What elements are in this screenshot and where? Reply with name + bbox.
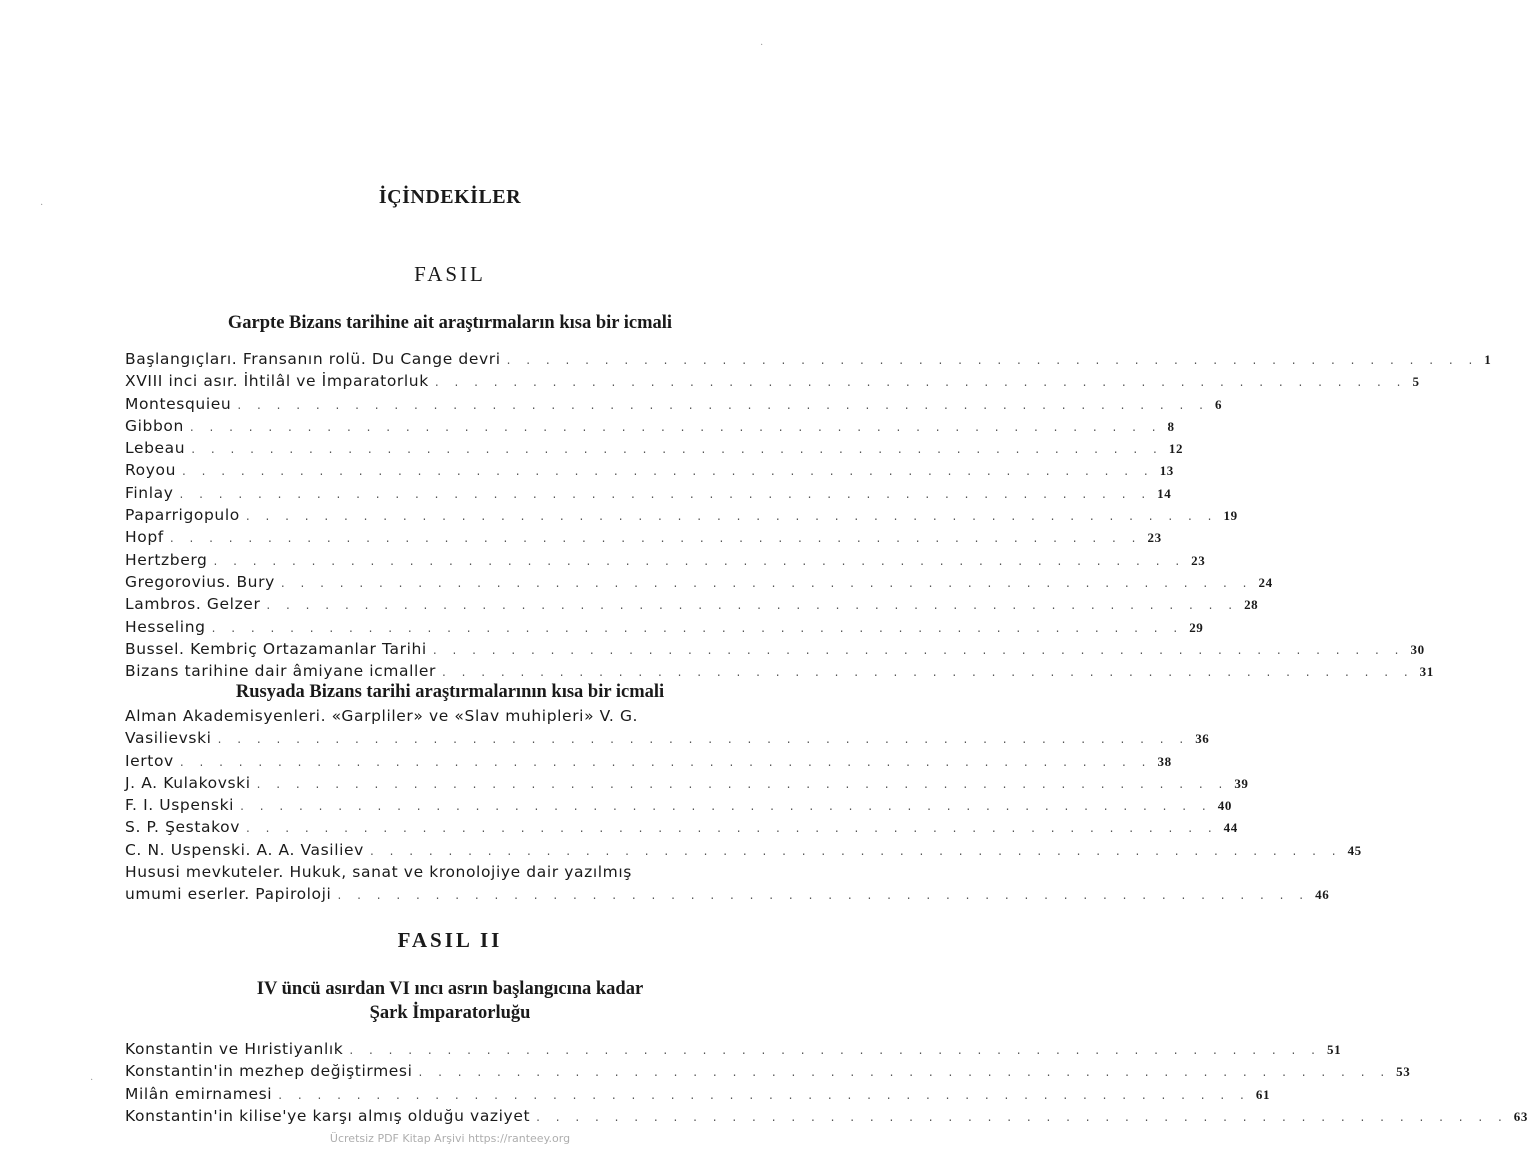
toc-list-chapter1-russia: [125, 707, 1362, 908]
toc-entry-lead: Hususi mevkuteler. Hukuk, sanat ve kronolojiye dair yazılmış: [125, 863, 632, 882]
toc-entry: Hopf . . . . . . . . . . . . . . . . . . . . . . . . . . . . . . . . . . . . . . . . . . . . . . . . . . 23: [125, 528, 1162, 547]
toc-entry: XVIII inci asır. İhtilâl ve İmparatorluk . . . . . . . . . . . . . . . . . . . . . . . . . . . . . . . . . . . . . . . . . . . . . . . . . . 5: [125, 372, 1420, 391]
chapter2-heading: FASIL II: [397, 928, 503, 952]
toc-entry: Konstantin'in kilise'ye karşı almış olduğu vaziyet . . . . . . . . . . . . . . . . . . . . . . . . . . . . . . . . . . . . . . . . . . . . . . . . . . 63: [125, 1106, 1528, 1125]
toc-entry: Paparrigopulo . . . . . . . . . . . . . . . . . . . . . . . . . . . . . . . . . . . . . . . . . . . . . . . . . . 19: [125, 506, 1238, 525]
toc-entry: Konstantin ve Hıristiyanlık . . . . . . . . . . . . . . . . . . . . . . . . . . . . . . . . . . . . . . . . . . . . . . . . . . 51: [125, 1040, 1342, 1058]
toc-entry: Vasilievski . . . . . . . . . . . . . . . . . . . . . . . . . . . . . . . . . . . . . . . . . . . . . . . . . . 36: [125, 729, 1210, 748]
toc-entry: Gregorovius. Bury . . . . . . . . . . . . . . . . . . . . . . . . . . . . . . . . . . . . . . . . . . . . . . . . . . 24: [125, 572, 1273, 591]
toc-entry: Lebeau . . . . . . . . . . . . . . . . . . . . . . . . . . . . . . . . . . . . . . . . . . . . . . . . . . 12: [125, 439, 1184, 458]
toc-entry: Royou . . . . . . . . . . . . . . . . . . . . . . . . . . . . . . . . . . . . . . . . . . . . . . . . . . 13: [125, 461, 1174, 480]
toc-entry: S. P. Şestakov . . . . . . . . . . . . . . . . . . . . . . . . . . . . . . . . . . . . . . . . . . . . . . . . . . 44: [125, 818, 1238, 837]
chapter2-section-title: [0, 977, 900, 1025]
scan-speck: ·: [40, 200, 44, 211]
chapter1-section2-title: Rusyada Bizans tarihi araştırmalarının kısa bir icmali: [235, 682, 665, 702]
page-title: İÇİNDEKİLER: [378, 186, 522, 208]
chapter2-title-line2: Şark İmparatorluğu: [369, 1003, 531, 1023]
chapter1-heading: FASIL: [414, 262, 486, 286]
toc-list-chapter1: [125, 350, 1492, 684]
toc-entry: Montesquieu . . . . . . . . . . . . . . . . . . . . . . . . . . . . . . . . . . . . . . . . . . . . . . . . . . 6: [125, 394, 1223, 413]
toc-entry: Hertzberg . . . . . . . . . . . . . . . . . . . . . . . . . . . . . . . . . . . . . . . . . . . . . . . . . . 23: [125, 550, 1206, 569]
chapter1-section1-title: Garpte Bizans tarihine ait araştırmaların kısa bir icmali: [227, 313, 673, 333]
toc-entry: Finlay . . . . . . . . . . . . . . . . . . . . . . . . . . . . . . . . . . . . . . . . . . . . . . . . . . 14: [125, 483, 1172, 502]
scan-speck: ·: [760, 40, 764, 51]
scan-speck: ·: [90, 1075, 94, 1086]
toc-entry: Iertov . . . . . . . . . . . . . . . . . . . . . . . . . . . . . . . . . . . . . . . . . . . . . . . . . . 38: [125, 751, 1172, 770]
toc-entry: umumi eserler. Papiroloji . . . . . . . . . . . . . . . . . . . . . . . . . . . . . . . . . . . . . . . . . . . . . . . . . . 46: [125, 885, 1330, 904]
toc-entry: Hesseling . . . . . . . . . . . . . . . . . . . . . . . . . . . . . . . . . . . . . . . . . . . . . . . . . . 29: [125, 617, 1204, 636]
toc-entry: Bizans tarihine dair âmiyane icmaller . . . . . . . . . . . . . . . . . . . . . . . . . . . . . . . . . . . . . . . . . . . . . . . . . . 31: [125, 662, 1434, 681]
toc-entry: Başlangıçları. Fransanın rolü. Du Cange devri . . . . . . . . . . . . . . . . . . . . . . . . . . . . . . . . . . . . . . . . . . . . . . . . . . 1: [125, 350, 1492, 368]
toc-entry: Konstantin'in mezhep değiştirmesi . . . . . . . . . . . . . . . . . . . . . . . . . . . . . . . . . . . . . . . . . . . . . . . . . . 53: [125, 1062, 1411, 1081]
toc-entry: Bussel. Kembriç Ortazamanlar Tarihi . . . . . . . . . . . . . . . . . . . . . . . . . . . . . . . . . . . . . . . . . . . . . . . . . . 30: [125, 639, 1425, 658]
toc-entry: C. N. Uspenski. A. A. Vasiliev . . . . . . . . . . . . . . . . . . . . . . . . . . . . . . . . . . . . . . . . . . . . . . . . . . 45: [125, 840, 1362, 859]
toc-entry: Gibbon . . . . . . . . . . . . . . . . . . . . . . . . . . . . . . . . . . . . . . . . . . . . . . . . . . 8: [125, 416, 1175, 435]
toc-entry: Lambros. Gelzer . . . . . . . . . . . . . . . . . . . . . . . . . . . . . . . . . . . . . . . . . . . . . . . . . . 28: [125, 595, 1259, 614]
toc-list-chapter2: [125, 1040, 1528, 1129]
watermark-text: Ücretsiz PDF Kitap Arşivi https://ranteey.org: [329, 1132, 571, 1145]
toc-entry: F. I. Uspenski . . . . . . . . . . . . . . . . . . . . . . . . . . . . . . . . . . . . . . . . . . . . . . . . . . 40: [125, 796, 1232, 815]
toc-entry-lead: Alman Akademisyenleri. «Garpliler» ve «Slav muhipleri» V. G.: [125, 707, 639, 725]
chapter2-title-line1: IV üncü asırdan VI ıncı asrın başlangıcına kadar: [256, 979, 644, 999]
toc-entry: Milân emirnamesi . . . . . . . . . . . . . . . . . . . . . . . . . . . . . . . . . . . . . . . . . . . . . . . . . . 61: [125, 1084, 1271, 1103]
toc-entry: J. A. Kulakovski . . . . . . . . . . . . . . . . . . . . . . . . . . . . . . . . . . . . . . . . . . . . . . . . . . 39: [125, 773, 1249, 792]
